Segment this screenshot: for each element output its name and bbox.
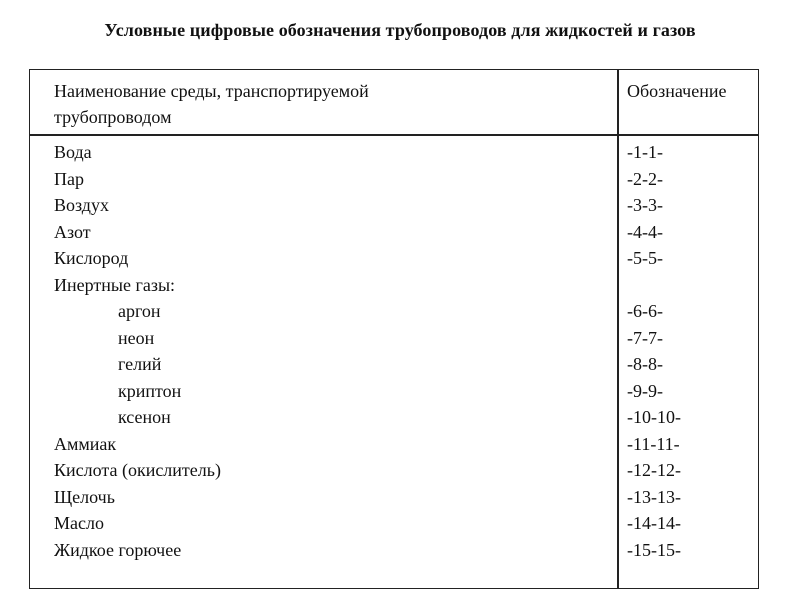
designation-codes-column [627,139,681,563]
medium-name: Жидкое горючее [54,539,182,560]
medium-name: Кислород [54,248,129,268]
medium-name: Вода [54,142,92,162]
medium-subname: криптон [118,380,182,401]
designation-code: -6-6- [627,301,663,321]
designation-code: -12-12- [627,460,681,480]
designation-code: -10-10- [627,407,681,427]
designation-code-empty [627,272,681,299]
medium-name: Воздух [54,195,109,215]
medium-names-column [54,139,221,563]
medium-subname: неон [118,327,155,348]
designation-code: -14-14- [627,513,681,533]
designation-code: -15-15- [627,539,681,560]
header-medium-name-line1: Наименование среды, транспортируемой [54,81,369,101]
medium-name: Пар [54,168,84,189]
designation-code: -2-2- [627,168,663,189]
designation-code: -8-8- [627,354,663,374]
designation-code: -9-9- [627,380,663,401]
header-medium-name-line2: трубопроводом [54,107,172,127]
designation-code: -7-7- [627,327,663,348]
designation-code: -13-13- [627,486,681,507]
medium-name: Азот [54,221,91,242]
medium-name: Аммиак [54,433,117,454]
designation-code: -11-11- [627,433,680,454]
medium-subname: ксенон [118,407,171,427]
designation-code: -5-5- [627,248,663,268]
page-title: Условные цифровые обозначения трубопроводов для жидкостей и газов [104,20,696,40]
medium-name: Щелочь [54,486,115,507]
header-medium-name [54,78,594,130]
medium-subname: гелий [118,354,162,374]
header-divider [30,134,758,136]
medium-group-name: Инертные газы: [54,274,176,295]
designation-code: -1-1- [627,142,663,162]
column-divider [617,70,619,588]
medium-name: Кислота (окислитель) [54,460,221,480]
medium-subname: аргон [118,301,161,321]
medium-name: Масло [54,513,104,533]
pipeline-designation-table [29,69,759,589]
designation-code: -4-4- [627,221,663,242]
designation-code: -3-3- [627,195,663,215]
header-designation: Обозначение [627,81,727,101]
